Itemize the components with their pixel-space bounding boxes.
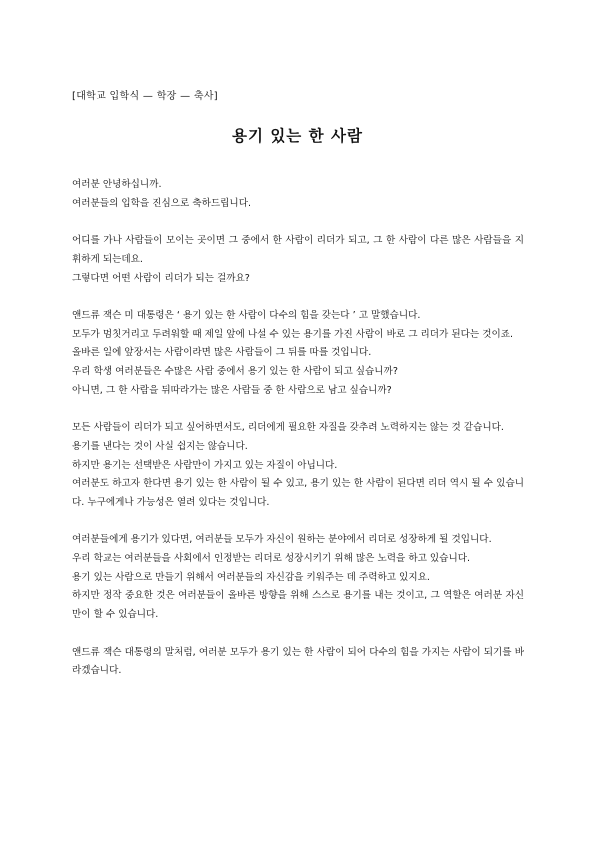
paragraph-line: 어디를 가나 사람들이 모이는 곳이면 그 중에서 한 사람이 리더가 되고, 그 한 사람이 다른 많은 사람들을 지휘하게 되는데요.	[72, 235, 524, 265]
paragraph-line: 여러분 안녕하십니까.	[72, 179, 162, 190]
paragraph-line: 여러분들에게 용기가 있다면, 여러분들 모두가 자신이 원하는 분야에서 리더로 성장하게 될 것입니다.	[72, 534, 492, 546]
paragraph-line: 앤드류 잭슨 미 대통령은 ‘ 용기 있는 한 사람이 다수의 힘을 갖는다 ’ 고 말했습니다.	[72, 309, 421, 321]
paragraph-line: 모두가 멈칫거리고 두려워할 때 제일 앞에 나설 수 있는 용기를 가진 사람이 바로 그 리더가 된다는 것이죠.	[72, 328, 514, 340]
paragraph	[72, 531, 524, 625]
paragraph-line: 하지만 정작 중요한 것은 여러분들이 올바른 방향을 위해 스스로 용기를 내는 것이고, 그 역할은 여러분 자신만이 할 수 있습니다.	[72, 590, 524, 621]
paragraph	[72, 307, 524, 401]
paragraph-line: 모든 사람들이 리더가 되고 싶어하면서도, 리더에게 필요한 자질을 갖추려 노력하지는 않는 것 같습니다.	[72, 422, 504, 434]
document-body	[72, 176, 524, 700]
document-title: 용기 있는 한 사람	[231, 127, 363, 145]
paragraph-line: 앤드류 잭슨 대통령의 말처럼, 여러분 모두가 용기 있는 한 사람이 되어 다수의 힘을 가지는 사람이 되기를 바라겠습니다.	[72, 646, 524, 677]
paragraph-line: 올바른 일에 앞장서는 사람이라면 많은 사람들이 그 뒤를 따를 것입니다.	[72, 347, 372, 359]
paragraph-line: 하지만 용기는 선택받은 사람만이 가지고 있는 자질이 아닙니다.	[72, 459, 338, 471]
document-header: [대학교 입학식 — 학장 — 축사]	[72, 91, 218, 102]
paragraph	[72, 176, 524, 213]
paragraph	[72, 644, 524, 681]
paragraph-line: 여러분도 하고자 한다면 용기 있는 한 사람이 될 수 있고, 용기 있는 한 사람이 된다면 리더 역시 될 수 있습니다. 누구에게나 가능성은 열려 있다는 것입니다.	[72, 478, 524, 508]
paragraph-line: 우리 학생 여러분들은 수많은 사람 중에서 용기 있는 한 사람이 되고 싶습니까?	[72, 366, 398, 377]
paragraph-line: 용기를 낸다는 것이 사실 쉽지는 않습니다.	[72, 440, 248, 452]
paragraph-line: 우리 학교는 여러분들을 사회에서 인정받는 리더로 성장시키기 위해 많은 노력을 하고 있습니다.	[72, 553, 471, 564]
paragraph	[72, 232, 524, 288]
paragraph	[72, 419, 524, 513]
paragraph-line: 용기 있는 사람으로 만들기 위해서 여러분들의 자신감을 키워주는 데 주력하고 있지요.	[72, 571, 430, 583]
paragraph-line: 그렇다면 어떤 사람이 리더가 되는 걸까요?	[72, 272, 250, 284]
paragraph-line: 여러분들의 입학을 진심으로 축하드립니다.	[72, 197, 252, 209]
paragraph-line: 아니면, 그 한 사람을 뒤따라가는 많은 사람들 중 한 사람으로 남고 싶습니까?	[72, 384, 392, 396]
